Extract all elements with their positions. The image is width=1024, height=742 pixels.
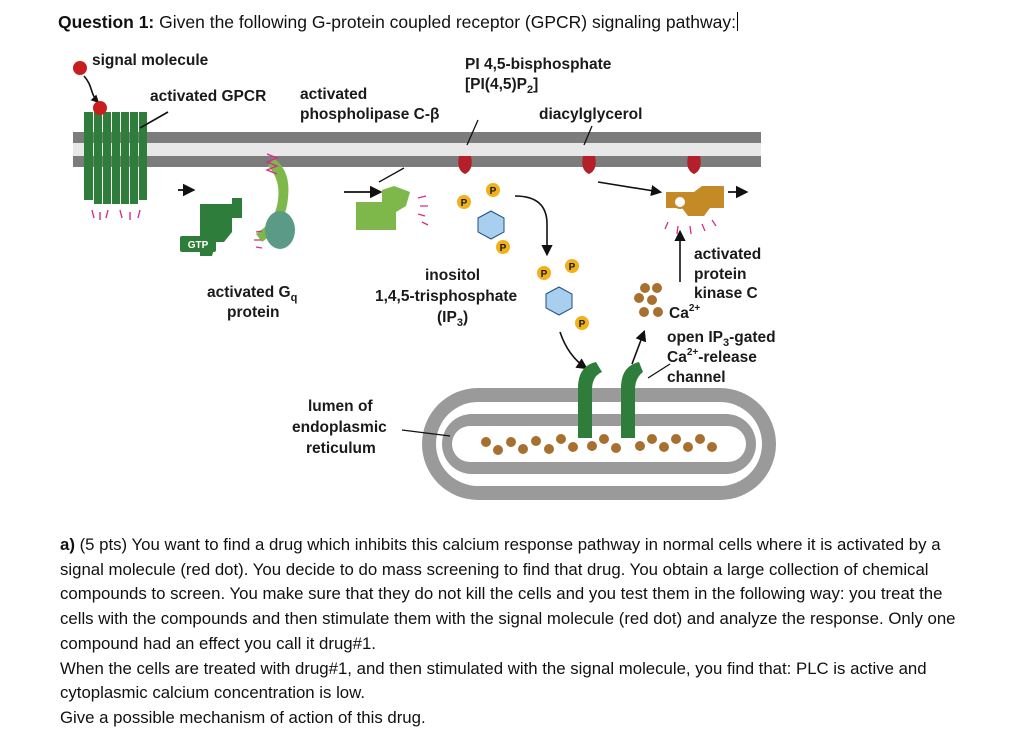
channel-label-line3: channel <box>667 369 726 386</box>
channel-line2-superscript: 2+ <box>686 347 699 358</box>
pip2-subscript: 2 <box>527 84 534 96</box>
pip2-bracket: ] <box>533 76 539 93</box>
calcium-text: Ca <box>669 305 689 322</box>
phosphate-label: P <box>540 269 548 280</box>
activated-gq-protein <box>180 154 297 321</box>
endoplasmic-reticulum <box>292 388 776 500</box>
channel-line2-suffix: -release <box>698 349 757 366</box>
gtp-badge: GTP <box>187 240 209 251</box>
pip2-text: [PI(4,5)P <box>465 76 528 93</box>
channel-label-line1 <box>667 329 776 349</box>
ip3-paren: ) <box>462 309 469 326</box>
gpcr-pathway-figure <box>60 42 800 512</box>
activated-plc-label-line2: phospholipase C-β <box>300 106 440 123</box>
er-label-line1: lumen of <box>308 398 373 415</box>
channel-line1-text: open IP <box>667 329 723 346</box>
pkc-label-line3: kinase C <box>694 285 758 302</box>
part-a-paragraph-1 <box>60 533 980 657</box>
ip3-label-line3 <box>437 309 468 329</box>
part-a-paragraph-2: When the cells are treated with drug#1, and then stimulated with the signal molecule, you find that: PLC is active and cytoplasmic calcium concentration is low. <box>60 658 927 703</box>
part-a-label: a) <box>60 535 75 554</box>
plasma-membrane <box>73 132 761 167</box>
ip3-label-line2: 1,4,5-trisphosphate <box>375 288 518 305</box>
diacylglycerol-label: diacylglycerol <box>539 106 643 123</box>
activated-gq-label-line1 <box>207 284 297 304</box>
ip3-bound <box>537 259 589 368</box>
phosphate-label: P <box>460 198 468 209</box>
channel-line1-suffix: -gated <box>729 329 776 346</box>
activated-plc-label-line1: activated <box>300 86 368 103</box>
activated-pkc <box>665 156 761 302</box>
activated-gq-label-line2: protein <box>227 304 280 321</box>
er-label-line3: reticulum <box>306 440 376 457</box>
calcium-superscript: 2+ <box>688 303 701 314</box>
channel-line1-subscript: 3 <box>722 337 730 349</box>
pip2-label-line2 <box>465 76 538 96</box>
pathway-diagram <box>60 42 800 512</box>
question-number: Question 1: <box>58 12 155 32</box>
part-a-paragraph-3: Give a possible mechanism of action of this drug. <box>60 707 426 727</box>
er-label-line2: endoplasmic <box>292 419 387 436</box>
phosphate-label: P <box>489 186 497 197</box>
phosphate-label: P <box>499 243 507 254</box>
channel-label-line2 <box>667 347 757 366</box>
activated-gq-subscript: q <box>290 292 298 304</box>
pip2-label-line1: PI 4,5-bisphosphate <box>465 56 612 73</box>
signal-molecule-label: signal molecule <box>92 52 209 69</box>
part-a-text-1: (5 pts) You want to find a drug which inhibits this calcium response pathway in normal cells where it is activated by a signal molecule (red dot). You decide to do mass screening to find that drug. You obtain a large collection of chemical compounds to screen. You make sure that they do not kill the cells and you test them in the following way: you treat the cells with the compounds and then stimulate them with the signal molecule (red dot) and analyze the response. Only one compound had an effect you call it drug#1. <box>60 535 956 653</box>
activated-gpcr-label: activated GPCR <box>150 88 267 105</box>
calcium-label <box>669 303 700 322</box>
question-title <box>58 12 738 33</box>
channel-line2-text: Ca <box>667 349 687 366</box>
pkc-label-line1: activated <box>694 246 762 263</box>
question-title-text: Given the following G-protein coupled receptor (GPCR) signaling pathway: <box>154 12 736 32</box>
activated-gq-text: activated G <box>207 284 291 301</box>
ip3-text: (IP <box>437 309 457 326</box>
ip3-label-line1: inositol <box>425 267 481 284</box>
pkc-label-line2: protein <box>694 266 747 283</box>
question-part-a <box>60 533 980 731</box>
text-cursor <box>737 12 739 31</box>
phosphate-label: P <box>578 319 586 330</box>
ip3-subscript: 3 <box>456 317 463 329</box>
arrow-ip3-down <box>515 196 547 254</box>
released-calcium <box>634 283 700 322</box>
phosphate-label: P <box>568 262 576 273</box>
